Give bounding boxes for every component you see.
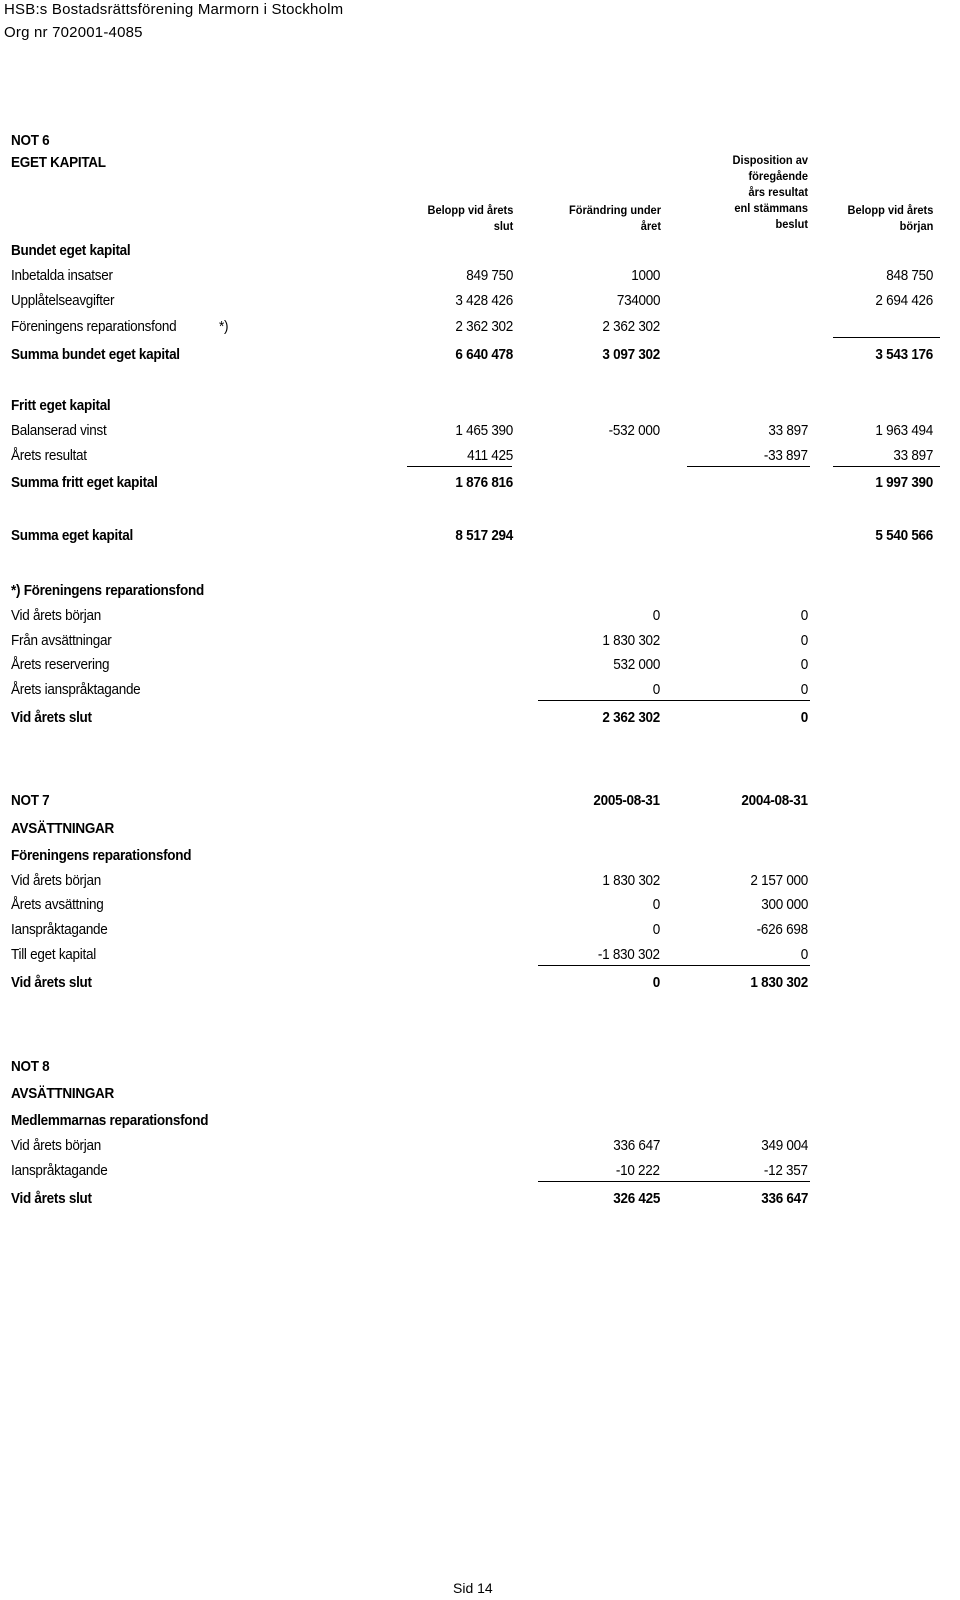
not8-subheading: Medlemmarnas reparationsfond: [11, 1112, 209, 1129]
not8-underline: [538, 1181, 810, 1182]
cell-forandring: 3 097 302: [602, 346, 660, 363]
cell-a: 0: [652, 681, 660, 698]
row-label: Årets avsättning: [11, 896, 104, 913]
cell-belopp-slut: 6 640 478: [455, 346, 513, 363]
cell-forandring: -532 000: [608, 422, 660, 439]
cell-a: -1 830 302: [598, 946, 660, 963]
row-label: Inbetalda insatser: [11, 267, 113, 284]
col-header-forandring: Förändring under året: [569, 203, 661, 233]
cell-b: -626 698: [756, 921, 808, 938]
not7-title: NOT 7: [11, 792, 50, 809]
cell-b: 1 830 302: [750, 974, 808, 991]
cell-b: 2 157 000: [750, 872, 808, 889]
row-label: Årets reservering: [11, 656, 110, 673]
col-header-belopp-slut: Belopp vid årets slut: [427, 203, 513, 233]
cell-b: 336 647: [761, 1190, 808, 1207]
cell-disposition: 33 897: [768, 422, 808, 439]
col-header-disposition: Disposition av föregående års resultat enl stämmans beslut: [732, 153, 808, 231]
row-label: Summa eget kapital: [11, 527, 133, 544]
cell-a: 0: [652, 974, 660, 991]
cell-a: 326 425: [613, 1190, 660, 1207]
cell-belopp-borjan: 1 963 494: [875, 422, 933, 439]
cell-belopp-borjan: 5 540 566: [875, 527, 933, 544]
cell-b: 0: [800, 632, 808, 649]
cell-a: 0: [652, 896, 660, 913]
underline-belopp-borjan: [833, 337, 940, 338]
cell-b: 349 004: [761, 1137, 808, 1154]
not6-subtitle: EGET KAPITAL: [11, 154, 106, 171]
cell-belopp-slut: 849 750: [466, 267, 513, 284]
row-label: Vid årets början: [11, 607, 101, 624]
underline-belopp-borjan: [833, 466, 940, 467]
cell-a: -10 222: [616, 1162, 660, 1179]
fond-underline: [538, 700, 810, 701]
cell-b: 300 000: [761, 896, 808, 913]
not8-subtitle: AVSÄTTNINGAR: [11, 1085, 115, 1102]
row-label: Summa bundet eget kapital: [11, 346, 180, 363]
page-number: Sid 14: [453, 1580, 493, 1596]
not6-title: NOT 6: [11, 132, 50, 149]
cell-a: 1 830 302: [602, 632, 660, 649]
cell-b: 0: [800, 681, 808, 698]
bundet-heading: Bundet eget kapital: [11, 242, 131, 259]
cell-belopp-slut: 1 876 816: [455, 474, 513, 491]
cell-belopp-slut: 1 465 390: [455, 422, 513, 439]
row-label: Från avsättningar: [11, 632, 112, 649]
cell-a: 532 000: [613, 656, 660, 673]
cell-belopp-slut: 8 517 294: [455, 527, 513, 544]
not7-col-header-a: 2005-08-31: [593, 792, 660, 809]
cell-a: 336 647: [613, 1137, 660, 1154]
cell-a: 1 830 302: [602, 872, 660, 889]
cell-belopp-borjan: 3 543 176: [875, 346, 933, 363]
cell-forandring: 734000: [616, 292, 660, 309]
row-label: Upplåtelseavgifter: [11, 292, 115, 309]
cell-a: 0: [652, 921, 660, 938]
cell-belopp-borjan: 33 897: [893, 447, 933, 464]
footnote-marker: *): [219, 318, 229, 335]
organization-name: HSB:s Bostadsrättsförening Marmorn i Stockholm: [4, 1, 344, 18]
cell-belopp-slut: 3 428 426: [455, 292, 513, 309]
cell-b: 0: [800, 656, 808, 673]
cell-belopp-borjan: 2 694 426: [875, 292, 933, 309]
cell-b: 0: [800, 607, 808, 624]
row-label: Vid årets början: [11, 1137, 101, 1154]
row-label: Summa fritt eget kapital: [11, 474, 158, 491]
cell-a: 2 362 302: [602, 709, 660, 726]
not7-subtitle: AVSÄTTNINGAR: [11, 820, 115, 837]
col-header-belopp-borjan: Belopp vid årets början: [847, 203, 933, 233]
not7-col-header-b: 2004-08-31: [741, 792, 808, 809]
row-label: Balanserad vinst: [11, 422, 107, 439]
fritt-heading: Fritt eget kapital: [11, 397, 111, 414]
cell-belopp-slut: 2 362 302: [455, 318, 513, 335]
not8-title: NOT 8: [11, 1058, 50, 1075]
cell-a: 0: [652, 607, 660, 624]
row-label: Vid årets slut: [11, 709, 92, 726]
not7-underline: [538, 965, 810, 966]
organization-number: Org nr 702001-4085: [4, 24, 143, 41]
row-label: Ianspråktagande: [11, 1162, 108, 1179]
row-label: Årets ianspråktagande: [11, 681, 141, 698]
cell-belopp-slut: 411 425: [467, 447, 513, 464]
cell-forandring: 1000: [631, 267, 660, 284]
cell-forandring: 2 362 302: [602, 318, 660, 335]
cell-belopp-borjan: 848 750: [886, 267, 933, 284]
row-label: Ianspråktagande: [11, 921, 108, 938]
row-label: Årets resultat: [11, 447, 87, 464]
cell-b: 0: [800, 709, 808, 726]
cell-b: 0: [800, 946, 808, 963]
row-label: Föreningens reparationsfond: [11, 318, 177, 335]
row-label: Vid årets slut: [11, 1190, 92, 1207]
cell-belopp-borjan: 1 997 390: [875, 474, 933, 491]
row-label: Till eget kapital: [11, 946, 96, 963]
not7-subheading: Föreningens reparationsfond: [11, 847, 192, 864]
fond-heading: *) Föreningens reparationsfond: [11, 582, 204, 599]
underline-belopp-slut: [407, 466, 512, 467]
row-label: Vid årets början: [11, 872, 101, 889]
cell-disposition: -33 897: [764, 447, 808, 464]
underline-disposition: [687, 466, 810, 467]
cell-b: -12 357: [764, 1162, 808, 1179]
row-label: Vid årets slut: [11, 974, 92, 991]
